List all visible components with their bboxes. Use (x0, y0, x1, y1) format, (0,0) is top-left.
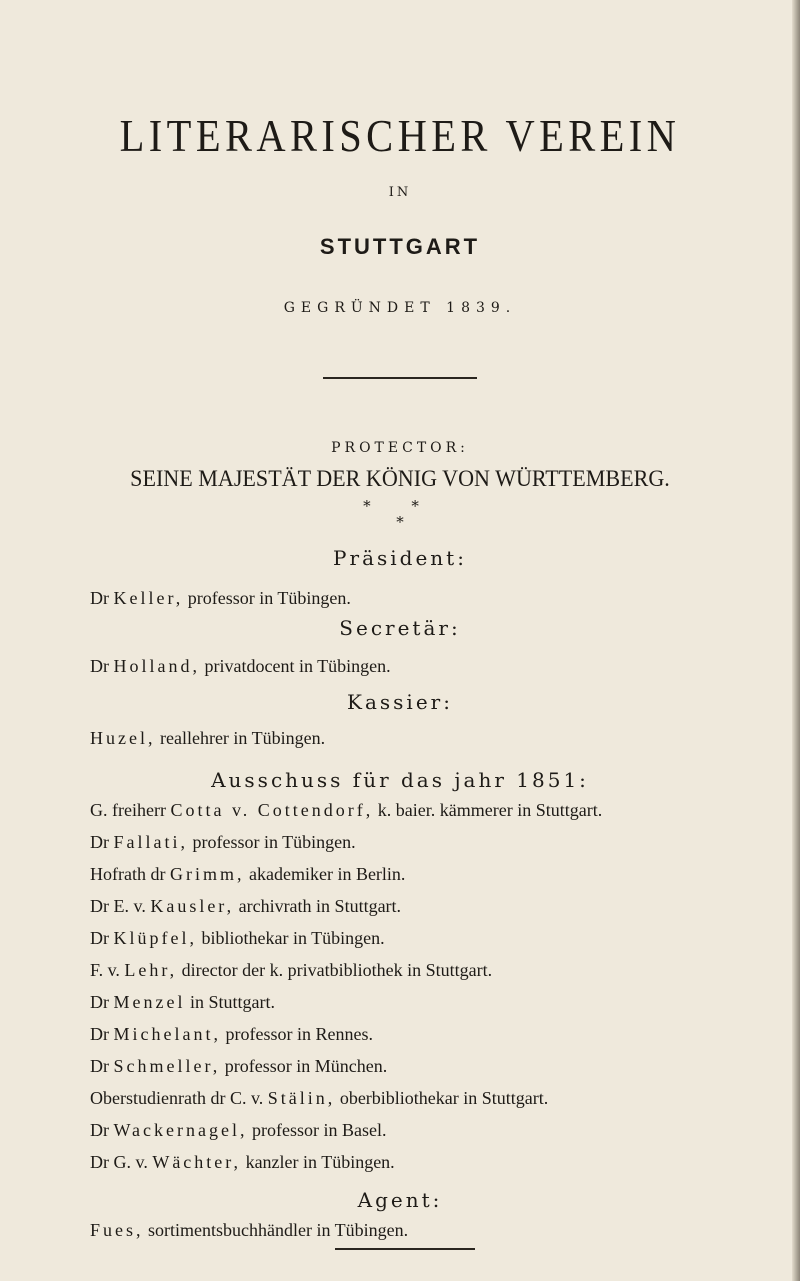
committee-member (90, 1152, 395, 1173)
entry-name: Schmeller, (113, 1056, 221, 1076)
entry-name: Holland, (113, 656, 200, 676)
entry-prefix: G. freiherr (90, 800, 166, 820)
entry-role: director der k. privatbibliothek in Stuttgart. (181, 960, 493, 980)
asterism-bottom: * (396, 513, 404, 531)
entry-name: Grimm, (169, 864, 245, 884)
entry-prefix: Dr (90, 928, 109, 948)
entry-name: Klüpfel, (113, 928, 197, 948)
entry-role: professor in Tübingen. (187, 588, 351, 608)
entry-prefix: Hofrath dr (90, 864, 166, 884)
treasurer-heading: Kassier: (347, 690, 453, 714)
agent-heading: Agent: (357, 1188, 443, 1212)
entry-prefix: Dr (90, 1024, 109, 1044)
entry-role: professor in Tübingen. (192, 832, 356, 852)
entry-role: in Stuttgart. (189, 992, 275, 1012)
entry-name: Michelant, (113, 1024, 221, 1044)
bottom-rule (335, 1248, 475, 1250)
entry-prefix: Dr (90, 992, 109, 1012)
entry-role: professor in München. (224, 1056, 388, 1076)
committee-member (90, 960, 492, 981)
entry-role: bibliothekar in Tübingen. (201, 928, 385, 948)
entry-prefix: Dr (90, 656, 109, 676)
entry-prefix: Dr G. v. (90, 1152, 148, 1172)
treasurer-line (90, 728, 325, 749)
city-name: STUTTGART (319, 234, 481, 259)
protector-heading: PROTECTOR: (331, 440, 469, 456)
divider-rule (323, 377, 477, 379)
entry-name: Stälin, (267, 1088, 336, 1108)
entry-role: oberbibliothekar in Stuttgart. (339, 1088, 549, 1108)
entry-prefix: Dr E. v. (90, 896, 146, 916)
entry-name: Huzel, (90, 728, 156, 748)
society-title: LITERARISCHER VEREIN (119, 110, 681, 161)
committee-member (90, 992, 275, 1013)
committee-heading: Ausschuss für das jahr 1851: (211, 768, 589, 792)
asterism-top: * * (363, 497, 437, 515)
entry-role: sortimentsbuchhändler in Tübingen. (148, 1220, 409, 1240)
entry-name: Lehr, (124, 960, 178, 980)
secretary-heading: Secretär: (339, 616, 461, 640)
entry-role: reallehrer in Tübingen. (159, 728, 326, 748)
entry-prefix: F. v. (90, 960, 120, 980)
entry-prefix: Dr (90, 588, 109, 608)
entry-role: k. baier. kämmerer in Stuttgart. (377, 800, 603, 820)
entry-name: Kausler, (150, 896, 235, 916)
entry-name: Cotta v. Cottendorf, (170, 800, 374, 820)
entry-role: professor in Rennes. (225, 1024, 373, 1044)
entry-name: Menzel (113, 992, 186, 1012)
committee-member (90, 1088, 548, 1109)
entry-name: Wächter, (152, 1152, 242, 1172)
entry-role: professor in Basel. (252, 1120, 387, 1140)
protector-name: SEINE MAJESTÄT DER KÖNIG VON WÜRTTEMBERG. (130, 466, 670, 491)
committee-member (90, 896, 401, 917)
entry-prefix: Dr (90, 1056, 109, 1076)
entry-prefix: Dr (90, 1120, 109, 1140)
founded-line: GEGRÜNDET 1839. (283, 300, 517, 316)
entry-role: archivrath in Stuttgart. (238, 896, 402, 916)
committee-member (90, 928, 385, 949)
agent-line (90, 1220, 408, 1241)
committee-member (90, 832, 356, 853)
entry-name: Fallati, (113, 832, 188, 852)
committee-member (90, 1120, 386, 1141)
committee-member (90, 1056, 387, 1077)
committee-member (90, 800, 602, 821)
committee-member (90, 864, 405, 885)
president-heading: Präsident: (333, 546, 467, 570)
committee-member (90, 1024, 373, 1045)
secretary-line (90, 656, 391, 677)
president-line (90, 588, 351, 609)
entry-name: Keller, (113, 588, 184, 608)
entry-prefix: Oberstudienrath dr C. v. (90, 1088, 264, 1108)
entry-prefix: Dr (90, 832, 109, 852)
entry-role: kanzler in Tübingen. (245, 1152, 395, 1172)
entry-role: akademiker in Berlin. (248, 864, 406, 884)
in-label: IN (388, 185, 412, 200)
entry-role: privatdocent in Tübingen. (204, 656, 391, 676)
entry-name: Fues, (90, 1220, 144, 1240)
entry-name: Wackernagel, (113, 1120, 248, 1140)
